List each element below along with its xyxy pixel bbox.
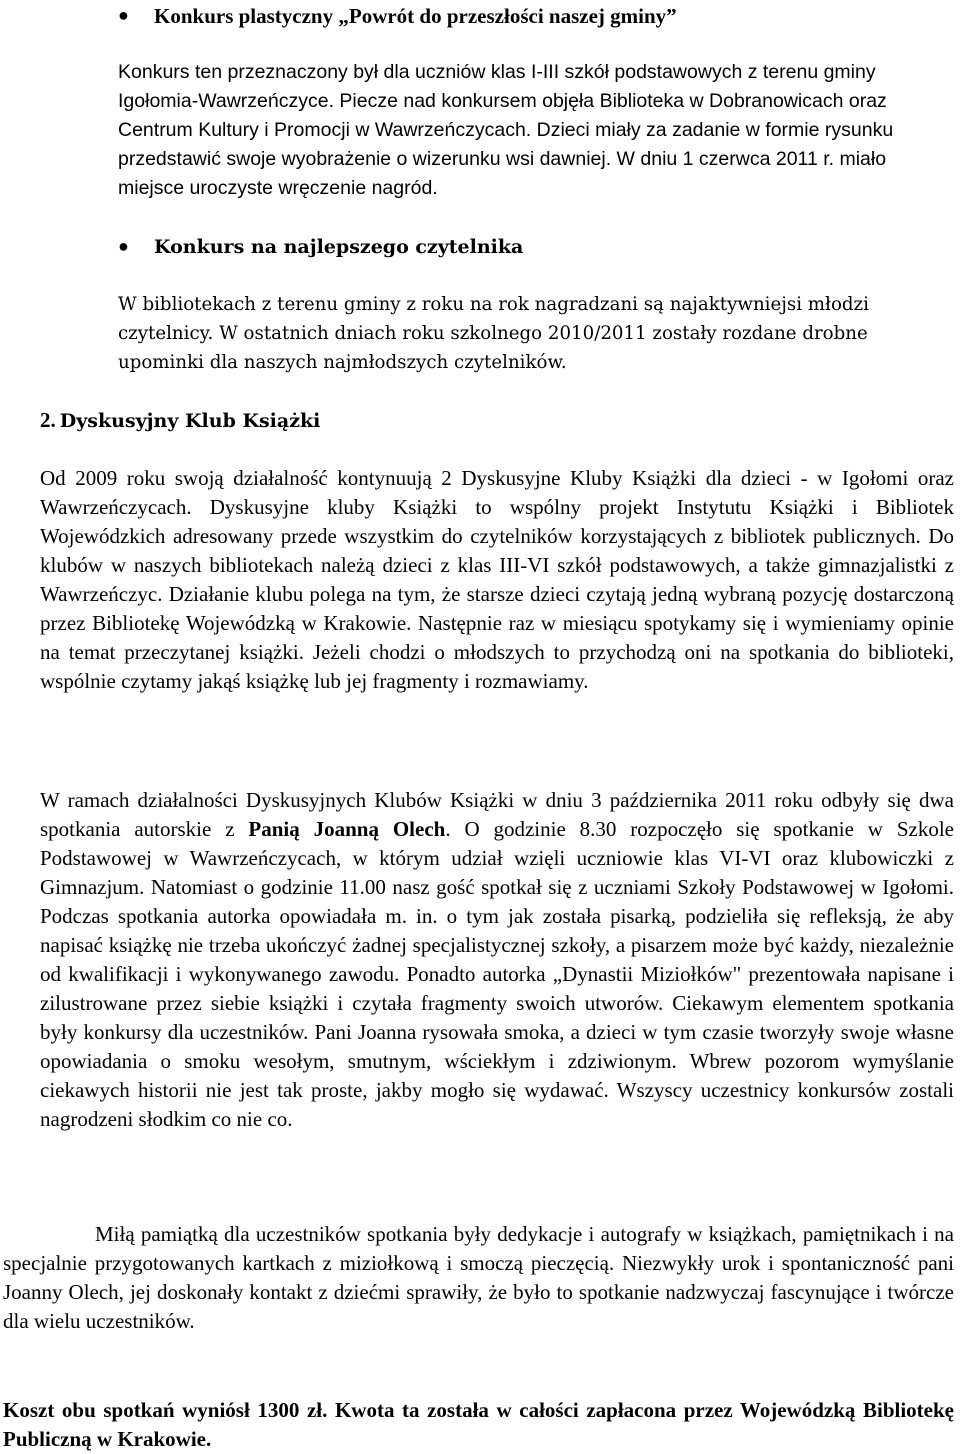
bullet-icon: ● [118,5,129,25]
paragraph-author-meeting [40,786,954,1134]
section-title: Dyskusyjny Klub Książki [59,410,321,432]
bullet-icon: ● [118,236,129,256]
paragraph-club-description: Od 2009 roku swoją działalność kontynuują 2 Dyskusyjne Kluby Książki dla dzieci - w Igołomi oraz Wawrzeńczycach. Dyskusyjne kluby Książki to wspólny projekt Instytutu Książki i Bibliotek Wojewódzkich adresowany przede wszystkim do czytelników korzystających z bibliotek publicznych. Do klubów w naszych bibliotekach należą dzieci z klas III-VI szkół podstawowych, a także gimnazjalistki z Wawrzeńczyc. Działanie klubu polega na tym, że starsze dzieci czytają jedną wybraną pozycję dostarczoną przez Bibliotekę Wojewódzką w Krakowie. Następnie raz w miesiącu spotykamy się i wymieniamy opinie na temat przeczytanej książki. Jeżeli chodzi o młodszych to przychodzą oni na spotkania do biblioteki, wspólnie czytamy jakąś książkę lub jej fragmenty i rozmawiamy. [40,466,954,693]
bullet-title: Konkurs na najlepszego czytelnika [154,236,524,258]
section-heading [40,406,320,436]
author-name: Panią Joanną Olech [248,817,446,841]
bullet-body-konkurs-czytelnika: W bibliotekach z terenu gminy z roku na rok nagradzani są najaktywniejsi młodzi czytelnicy. W ostatnich dniach roku szkolnego 2010/2011 zostały rozdane drobne upominki dla naszych najmłodszych czytelników. [118,294,869,373]
paragraph-cost: Koszt obu spotkań wyniósł 1300 zł. Kwota ta została w całości zapłacona przez Wojewódzką Bibliotekę Publiczną w Krakowie. [3,1398,954,1451]
text-segment: . O godzinie 8.30 rozpoczęło się spotkanie w Szkole Podstawowej w Wawrzeńczycach, w którym udział wzięli uczniowie klas VI-VI oraz klubowiczki z Gimnazjum. Natomiast o godzinie 11.00 nasz gość spotkał się z uczniami Szkoły Podstawowej w Igołomi. Podczas spotkania autorka opowiadała m. in. o tym jak została pisarką, podzieliła się refleksją, że aby napisać książkę nie trzeba ukończyć żadnej specjalistycznej szkoły, a pisarzem może być każdy, niezależnie od kwalifikacji i wykonywanego zawodu. Ponadto autorka „Dynastii Miziołków" prezentowała napisane i zilustrowane przez siebie książki i czytała fragmenty swoich utworów. Ciekawym elementem spotkania były konkursy dla uczestników. Pani Joanna rysowała smoka, a dzieci w tym czasie tworzyły swoje własne opowiadania o smoku wesołym, smutnym, wściekłym i zdziwionym. Wbrew pozorom wymyślanie ciekawych historii nie jest tak proste, jakby mogło się wydawać. Wszyscy uczestnicy konkursów zostali nagrodzeni słodkim co nie co. [40,817,954,1131]
bullet-body-konkurs-plastyczny: Konkurs ten przeznaczony był dla uczniów klas I-III szkół podstawowych z terenu gminy Igołomia-Wawrzeńczyce. Piecze nad konkursem objęła Biblioteka w Dobranowicach oraz Centrum Kultury i Promocji w Wawrzeńczycach. Dzieci miały za zadanie w formie rysunku przedstawić swoje wyobrażenie o wizerunku wsi dawniej. W dniu 1 czerwca 2011 r. miało miejsce uroczyste wręczenie nagród. [118,61,894,199]
text-segment: W ramach działalności Dyskusyjnych Klubów Książki w dniu 3 października 2011 roku odbyły się dwa spotkania autorskie z [40,788,954,841]
paragraph-souvenirs: Miłą pamiątką dla uczestników spotkania były dedykacje i autografy w książkach, pamiętnikach i na specjalnie przygotowanych kartkach z miziołkową i smoczą pieczęcią. Niezwykły urok i spontaniczność pani Joanny Olech, jej doskonały kontakt z dziećmi sprawiły, że było to spotkanie nadzwyczaj fascynujące i twórcze dla wielu uczestników. [3,1222,954,1333]
section-number: 2. [40,408,56,432]
bullet-title: Konkurs plastyczny „Powrót do przeszłości naszej gminy” [154,4,677,28]
